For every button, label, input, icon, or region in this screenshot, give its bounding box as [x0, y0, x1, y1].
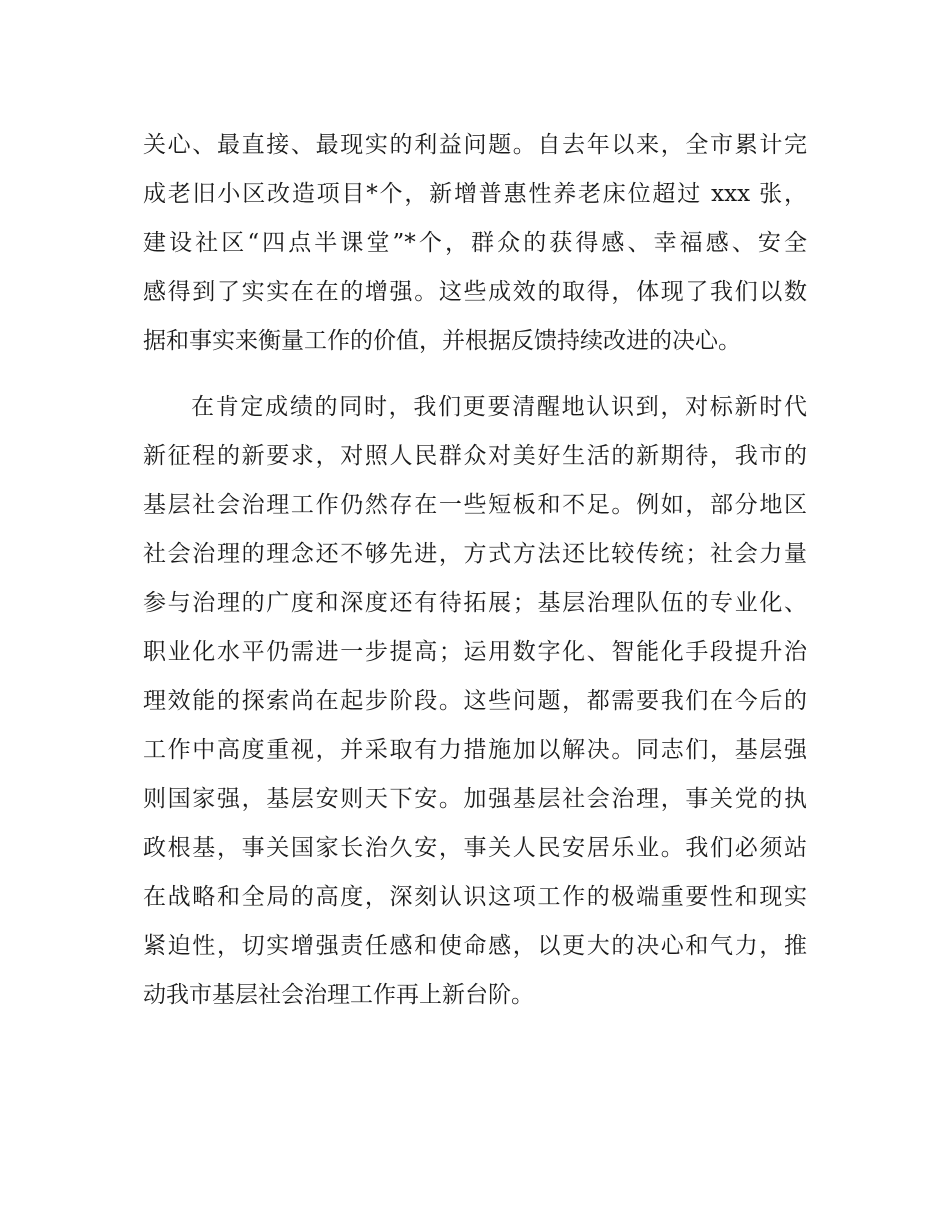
paragraph-line: 职业化水平仍需进一步提高；运用数字化、智能化手段提升治 [143, 639, 807, 665]
paragraph-line: 感得到了实实在在的增强。这些成效的取得，体现了我们以数 [143, 279, 807, 305]
paragraph-line: 在战略和全局的高度，深刻认识这项工作的极端重要性和现实 [143, 884, 807, 910]
paragraph-line: 成老旧小区改造项目*个，新增普惠性养老床位超过 xxx 张， [143, 181, 807, 207]
paragraph-line: 在肯定成绩的同时，我们更要清醒地认识到，对标新时代 [191, 394, 807, 420]
paragraph-line: 新征程的新要求，对照人民群众对美好生活的新期待，我市的 [143, 443, 807, 469]
paragraph-line: 工作中高度重视，并采取有力措施加以解决。同志们，基层强 [143, 737, 807, 763]
paragraph-line: 动我市基层社会治理工作再上新台阶。 [143, 982, 534, 1008]
paragraph-line: 社会治理的理念还不够先进，方式方法还比较传统；社会力量 [143, 541, 807, 567]
paragraph-line: 理效能的探索尚在起步阶段。这些问题，都需要我们在今后的 [143, 688, 807, 714]
paragraph-line: 基层社会治理工作仍然存在一些短板和不足。例如，部分地区 [143, 492, 807, 518]
paragraph-line: 建设社区“四点半课堂”*个，群众的获得感、幸福感、安全 [143, 230, 807, 256]
paragraph-line: 关心、最直接、最现实的利益问题。自去年以来，全市累计完 [143, 132, 807, 158]
paragraph-line: 政根基，事关国家长治久安，事关人民安居乐业。我们必须站 [143, 835, 807, 861]
paragraph-line: 则国家强，基层安则天下安。加强基层社会治理，事关党的执 [143, 786, 807, 812]
paragraph-line: 参与治理的广度和深度还有待拓展；基层治理队伍的专业化、 [143, 590, 807, 616]
paragraph-line: 紧迫性，切实增强责任感和使命感，以更大的决心和气力，推 [143, 933, 807, 959]
paragraph-line: 据和事实来衡量工作的价值，并根据反馈持续改进的决心。 [143, 328, 741, 354]
